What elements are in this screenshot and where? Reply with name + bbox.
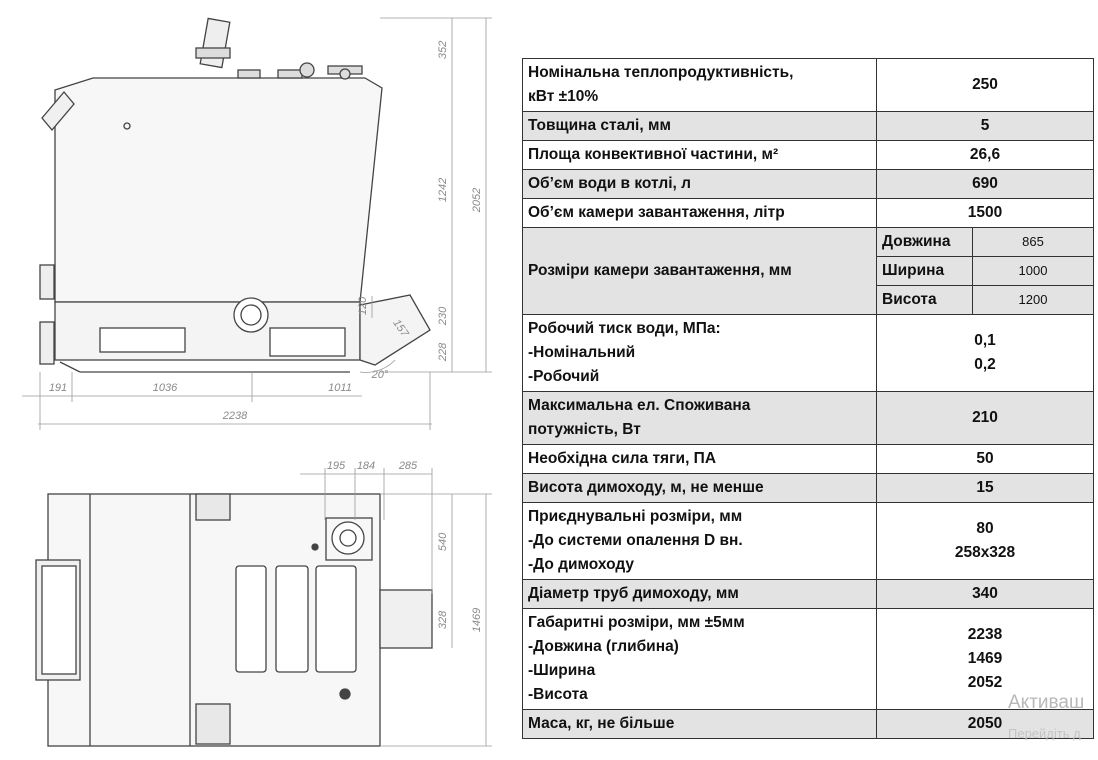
dim-328: 328 <box>437 610 449 630</box>
dim-total-len: 2238 <box>222 410 248 422</box>
dim-228: 228 <box>437 342 449 362</box>
spec-row <box>523 474 1094 503</box>
dim-195: 195 <box>326 460 346 472</box>
bolt <box>340 689 350 699</box>
spec-value-line: 5 <box>980 117 990 134</box>
spec-value <box>877 315 1094 392</box>
chamber-label: Розміри камери завантаження, мм <box>523 228 877 315</box>
spec-value <box>877 445 1094 474</box>
chamber-size-value: 865 <box>973 228 1094 257</box>
chamber-size-name: Висота <box>877 286 973 315</box>
dim-mid-len: 1036 <box>152 382 178 394</box>
spec-value <box>877 59 1094 112</box>
hatch-1 <box>236 566 266 672</box>
spec-label <box>523 445 877 474</box>
spec-label-line: Об’єм води в котлі, л <box>528 175 691 192</box>
spec-label-line: Максимальна ел. Споживана <box>528 397 751 414</box>
spec-value-line: 80 <box>976 520 994 537</box>
spec-label-line: потужність, Вт <box>528 421 641 438</box>
spec-label <box>523 170 877 199</box>
dim-rear-len: 1011 <box>328 382 352 394</box>
spec-row <box>523 112 1094 141</box>
dim-front-len: 191 <box>48 382 68 394</box>
spec-value-line: 2052 <box>967 674 1003 691</box>
spec-label-line: кВт ±10% <box>528 88 599 105</box>
hatch-2 <box>276 566 308 672</box>
spec-label-line: Необхідна сила тяги, ПА <box>528 450 717 467</box>
spec-label-line: -Робочий <box>528 368 600 385</box>
boiler-body <box>55 78 382 302</box>
spec-value-line: 26,6 <box>969 146 1001 163</box>
spec-row <box>523 199 1094 228</box>
spec-value <box>877 580 1094 609</box>
dim-top-height: 352 <box>437 40 449 60</box>
dim-157: 157 <box>390 317 411 340</box>
spec-label-line: -До системи опалення D вн. <box>528 532 743 549</box>
spec-label-line: -Ширина <box>528 662 596 679</box>
spec-value-line: 250 <box>972 76 998 93</box>
specifications-table <box>522 58 1094 739</box>
dim-120: 120 <box>357 296 369 316</box>
spec-label-line: -До димоходу <box>528 556 635 573</box>
spec-value <box>877 199 1094 228</box>
spec-value-line: 50 <box>976 450 994 467</box>
top-valve <box>196 48 230 58</box>
dim-body-height: 1242 <box>437 177 449 203</box>
spec-row <box>523 141 1094 170</box>
spec-label-line: Об’єм камери завантаження, літр <box>528 204 785 221</box>
chamber-size-row <box>523 228 1094 257</box>
spec-value <box>877 503 1094 580</box>
spec-value <box>877 141 1094 170</box>
dim-width: 1469 <box>471 607 483 633</box>
outlet-flange <box>234 298 268 332</box>
technical-drawing <box>0 0 515 760</box>
dim-total-height: 2052 <box>471 187 483 213</box>
dim-540: 540 <box>437 532 449 552</box>
spec-label-line: -Номінальний <box>528 344 636 361</box>
activation-watermark: Активаш <box>1008 692 1085 713</box>
spec-label-line: Площа конвективної частини, м² <box>528 146 779 163</box>
spec-label-line: -Довжина (глибина) <box>528 638 679 655</box>
top-fitting-1 <box>238 70 260 78</box>
side-view <box>40 18 430 372</box>
spec-value-line: 2238 <box>967 626 1003 643</box>
base-skid <box>60 362 80 372</box>
spec-row <box>523 392 1094 445</box>
spec-label <box>523 609 877 710</box>
spec-label <box>523 112 877 141</box>
top-fitting-2 <box>278 70 302 78</box>
spec-label-line: Габаритні розміри, мм ±5мм <box>528 614 745 631</box>
spec-label-line: Робочий тиск води, МПа: <box>528 320 721 337</box>
chamber-size-name: Довжина <box>877 228 973 257</box>
spec-value-line: 1500 <box>967 204 1003 221</box>
chamber-size-value: 1000 <box>973 257 1094 286</box>
spec-value <box>877 170 1094 199</box>
side-pipe-bottom <box>196 704 230 744</box>
spec-label-line: Товщина сталі, мм <box>528 117 671 134</box>
spec-value <box>877 474 1094 503</box>
dim-230: 230 <box>437 306 449 326</box>
top-view <box>36 494 432 746</box>
spec-row <box>523 580 1094 609</box>
spec-row <box>523 315 1094 392</box>
spec-value-line: 0,2 <box>974 356 996 373</box>
spec-value-line: 210 <box>972 409 998 426</box>
spec-value-line: 2050 <box>967 715 1003 732</box>
spec-label <box>523 141 877 170</box>
spec-value-line: 0,1 <box>974 332 996 349</box>
spec-label-line: Приєднувальні розміри, мм <box>528 508 743 525</box>
rear-cleaning-door <box>270 328 345 356</box>
spec-value-line: 340 <box>972 585 998 602</box>
spec-value-line: 15 <box>976 479 994 496</box>
dim-angle: 20° <box>371 369 389 381</box>
top-pipe <box>200 18 230 67</box>
flue-box <box>380 590 432 648</box>
spec-label-line: Номінальна теплопродуктивність, <box>528 64 794 81</box>
spec-value-line: 690 <box>972 175 998 192</box>
front-port-lower <box>40 322 54 364</box>
spec-label-line: Маса, кг, не більше <box>528 715 675 732</box>
spec-label <box>523 503 877 580</box>
spec-row <box>523 445 1094 474</box>
front-port-upper <box>40 265 54 299</box>
hatch-3 <box>316 566 356 672</box>
spec-label <box>523 315 877 392</box>
top-flange <box>332 522 364 554</box>
spec-label <box>523 59 877 112</box>
chamber-size-name: Ширина <box>877 257 973 286</box>
dim-285: 285 <box>398 460 418 472</box>
bolt <box>312 544 318 550</box>
spec-label <box>523 710 877 739</box>
spec-label <box>523 474 877 503</box>
dim-184: 184 <box>356 460 376 472</box>
spec-label-line: Висота димоходу, м, не менше <box>528 479 764 496</box>
spec-row <box>523 503 1094 580</box>
top-fitting-5 <box>340 69 350 79</box>
spec-value-line: 258х328 <box>954 544 1016 561</box>
chamber-size-value: 1200 <box>973 286 1094 315</box>
spec-label <box>523 392 877 445</box>
spec-row <box>523 170 1094 199</box>
side-pipe-top <box>196 494 230 520</box>
activation-watermark-sub: Перейдіть д <box>1008 726 1081 741</box>
specifications-table-body <box>523 59 1094 739</box>
spec-value <box>877 112 1094 141</box>
spec-label-line: Діаметр труб димоходу, мм <box>528 585 739 602</box>
spec-label <box>523 199 877 228</box>
door-handle <box>42 566 76 674</box>
top-fitting-3 <box>300 63 314 77</box>
spec-value <box>877 392 1094 445</box>
spec-label-line: -Висота <box>528 686 588 703</box>
spec-row <box>523 59 1094 112</box>
spec-label <box>523 580 877 609</box>
ash-door <box>100 328 185 352</box>
spec-value-line: 1469 <box>967 650 1003 667</box>
